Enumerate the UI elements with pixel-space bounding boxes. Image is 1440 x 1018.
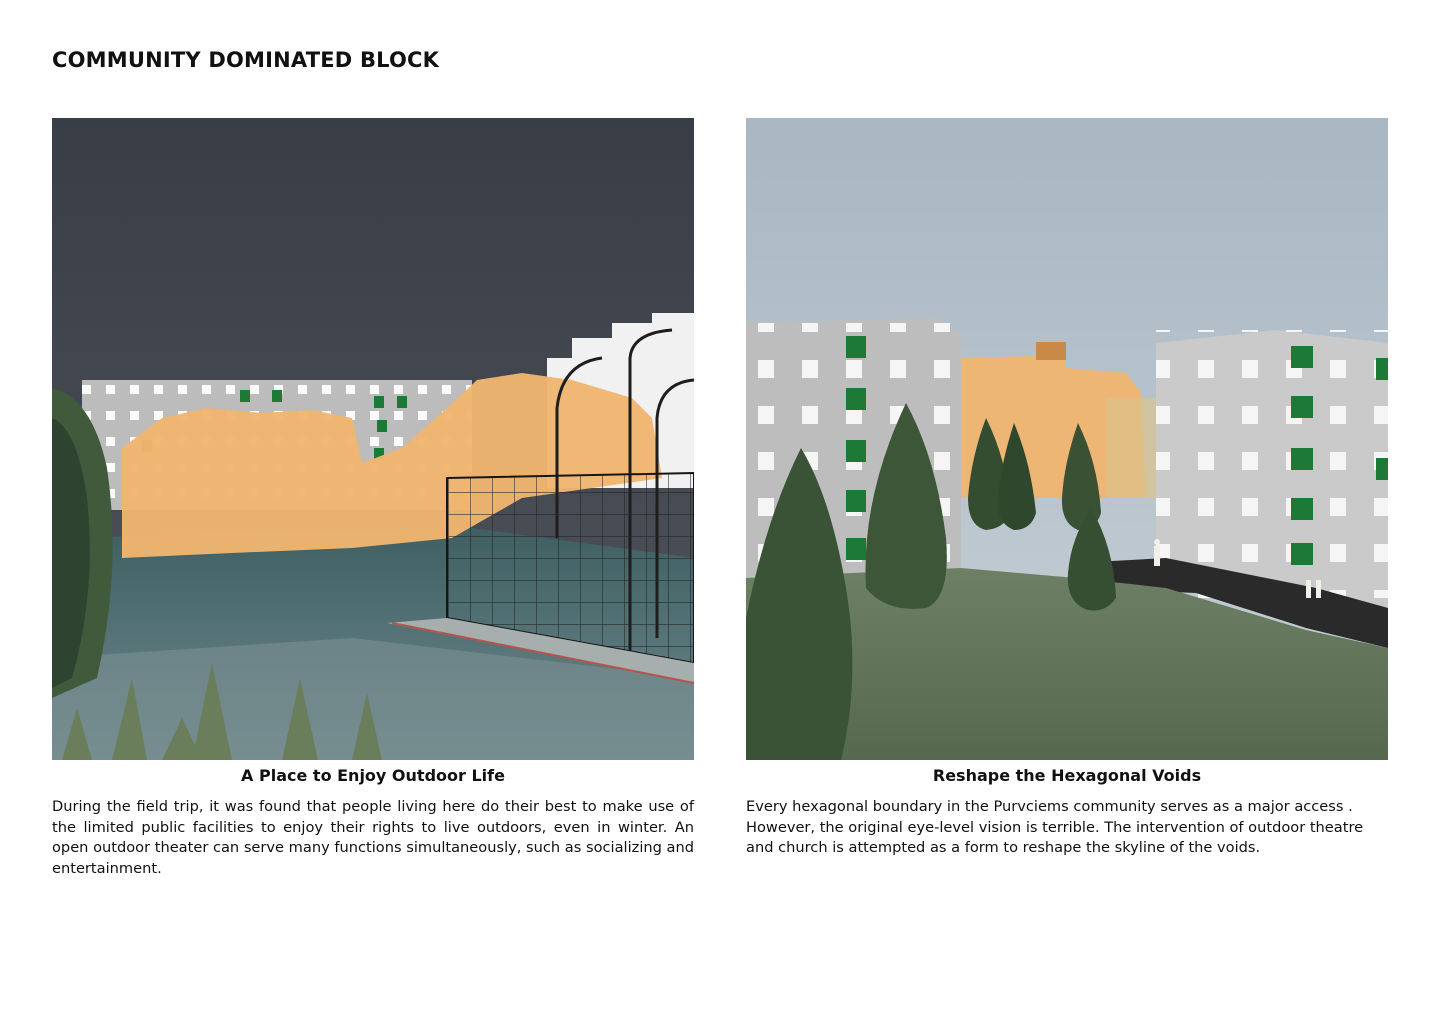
render-hexagonal-voids [746, 118, 1388, 760]
description-outdoor-life: During the field trip, it was found that people living here do their best to make use of the limited public facilities to enjoy their rights to live outdoors, even in winter. An open outdoor theater can serve many functions simultaneously, such as socializing and entertainment. [52, 798, 694, 877]
caption-hexagonal-voids: Reshape the Hexagonal Voids [932, 766, 1202, 785]
panel-hexagonal-voids [746, 118, 1388, 859]
render-outdoor-theater [52, 118, 694, 760]
description-hexagonal-voids: Every hexagonal boundary in the Purvciems community serves as a major access . However, the original eye-level vision is terrible. The intervention of outdoor theatre and church is attempted as a form to reshape the skyline of the voids. [746, 798, 1364, 857]
panel-outdoor-life [52, 118, 694, 879]
page-title: COMMUNITY DOMINATED BLOCK [52, 48, 440, 72]
caption-outdoor-life: A Place to Enjoy Outdoor Life [241, 766, 505, 785]
